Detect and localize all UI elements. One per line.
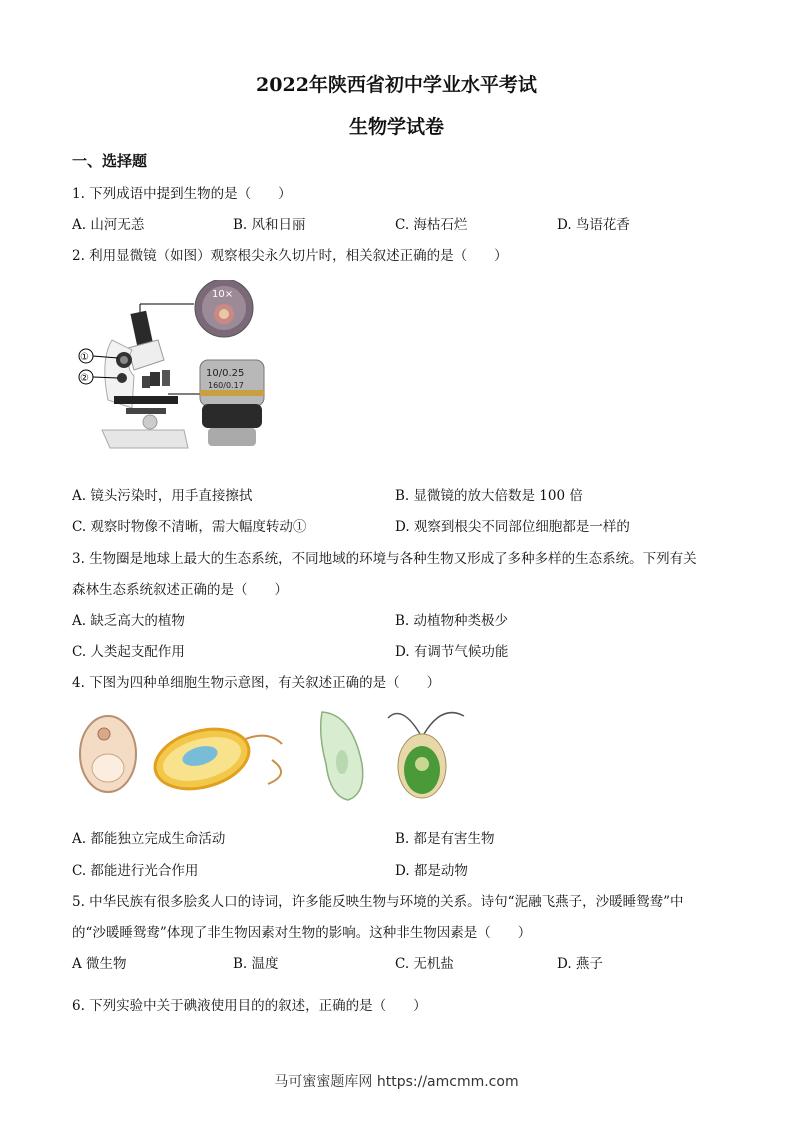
objective-label-2: 160/0.17 bbox=[208, 381, 244, 390]
section-title: 一、选择题 bbox=[72, 152, 148, 170]
eyepiece-closeup bbox=[195, 280, 253, 337]
q5-option-b: B. 温度 bbox=[233, 956, 279, 972]
q5-option-a: A 微生物 bbox=[72, 956, 127, 972]
q1-option-d: D. 鸟语花香 bbox=[557, 217, 630, 233]
exam-title: 2022年陕西省初中学业水平考试 bbox=[256, 74, 537, 96]
q4-option-a: A. 都能独立完成生命活动 bbox=[72, 831, 226, 847]
question-3-stem-line-2: 森林生态系统叙述正确的是（ ） bbox=[72, 582, 288, 598]
question-6-stem: 6. 下列实验中关于碘液使用目的的叙述，正确的是（ ） bbox=[72, 998, 427, 1014]
question-5-stem-line-2: 的“沙暖睡鸳鸯”体现了非生物因素对生物的影响。这种非生物因素是（ ） bbox=[72, 925, 532, 941]
question-5-stem-line-1: 5. 中华民族有很多脍炙人口的诗词，许多能反映生物与环境的关系。诗句“泥融飞燕子，沙暖睡鸳鸯”中 bbox=[72, 894, 684, 910]
microscope-figure bbox=[72, 280, 272, 460]
q2-option-d: D. 观察到根尖不同部位细胞都是一样的 bbox=[395, 519, 630, 535]
q4-option-c: C. 都能进行光合作用 bbox=[72, 863, 199, 879]
q2-option-c: C. 观察时物像不清晰，需大幅度转动① bbox=[72, 519, 307, 535]
question-3-stem-line-1: 3. 生物圈是地球上最大的生态系统，不同地域的环境与各种生物又形成了多种多样的生态系统。下列有关 bbox=[72, 551, 697, 567]
paramecium-illustration bbox=[321, 712, 363, 800]
q2-option-b: B. 显微镜的放大倍数是 100 倍 bbox=[395, 488, 583, 504]
objective-closeup bbox=[200, 360, 264, 446]
q3-option-c: C. 人类起支配作用 bbox=[72, 644, 185, 660]
q1-option-a: A. 山河无恙 bbox=[72, 217, 145, 233]
question-1-stem: 1. 下列成语中提到生物的是（ ） bbox=[72, 186, 292, 202]
q3-option-b: B. 动植物种类极少 bbox=[395, 613, 509, 629]
microscope-body bbox=[102, 311, 188, 448]
yeast-cell-illustration bbox=[80, 716, 136, 792]
q4-option-d: D. 都是动物 bbox=[395, 863, 468, 879]
objective-label-1: 10/0.25 bbox=[206, 368, 245, 379]
question-4-stem: 4. 下图为四种单细胞生物示意图，有关叙述正确的是（ ） bbox=[72, 675, 441, 691]
q2-option-a: A. 镜头污染时，用手直接擦拭 bbox=[72, 488, 253, 504]
svg-text:①: ① bbox=[80, 352, 89, 363]
q4-option-b: B. 都是有害生物 bbox=[395, 831, 495, 847]
chlamydomonas-illustration bbox=[388, 713, 464, 798]
q3-option-d: D. 有调节气候功能 bbox=[395, 644, 509, 660]
q3-option-a: A. 缺乏高大的植物 bbox=[72, 613, 185, 629]
svg-text:②: ② bbox=[80, 373, 89, 384]
q5-option-d: D. 燕子 bbox=[557, 956, 603, 972]
q1-option-c: C. 海枯石烂 bbox=[395, 217, 468, 233]
footer-watermark: 马可蜜蜜题库网 https://amcmm.com bbox=[274, 1074, 519, 1090]
eyepiece-label: 10× bbox=[212, 289, 234, 300]
q5-option-c: C. 无机盐 bbox=[395, 956, 454, 972]
question-2-stem: 2. 利用显微镜（如图）观察根尖永久切片时，相关叙述正确的是（ ） bbox=[72, 248, 508, 264]
bacterium-illustration bbox=[148, 720, 282, 799]
single-cell-organisms-figure bbox=[72, 704, 472, 809]
q1-option-b: B. 风和日丽 bbox=[233, 217, 306, 233]
exam-subtitle: 生物学试卷 bbox=[348, 116, 444, 138]
